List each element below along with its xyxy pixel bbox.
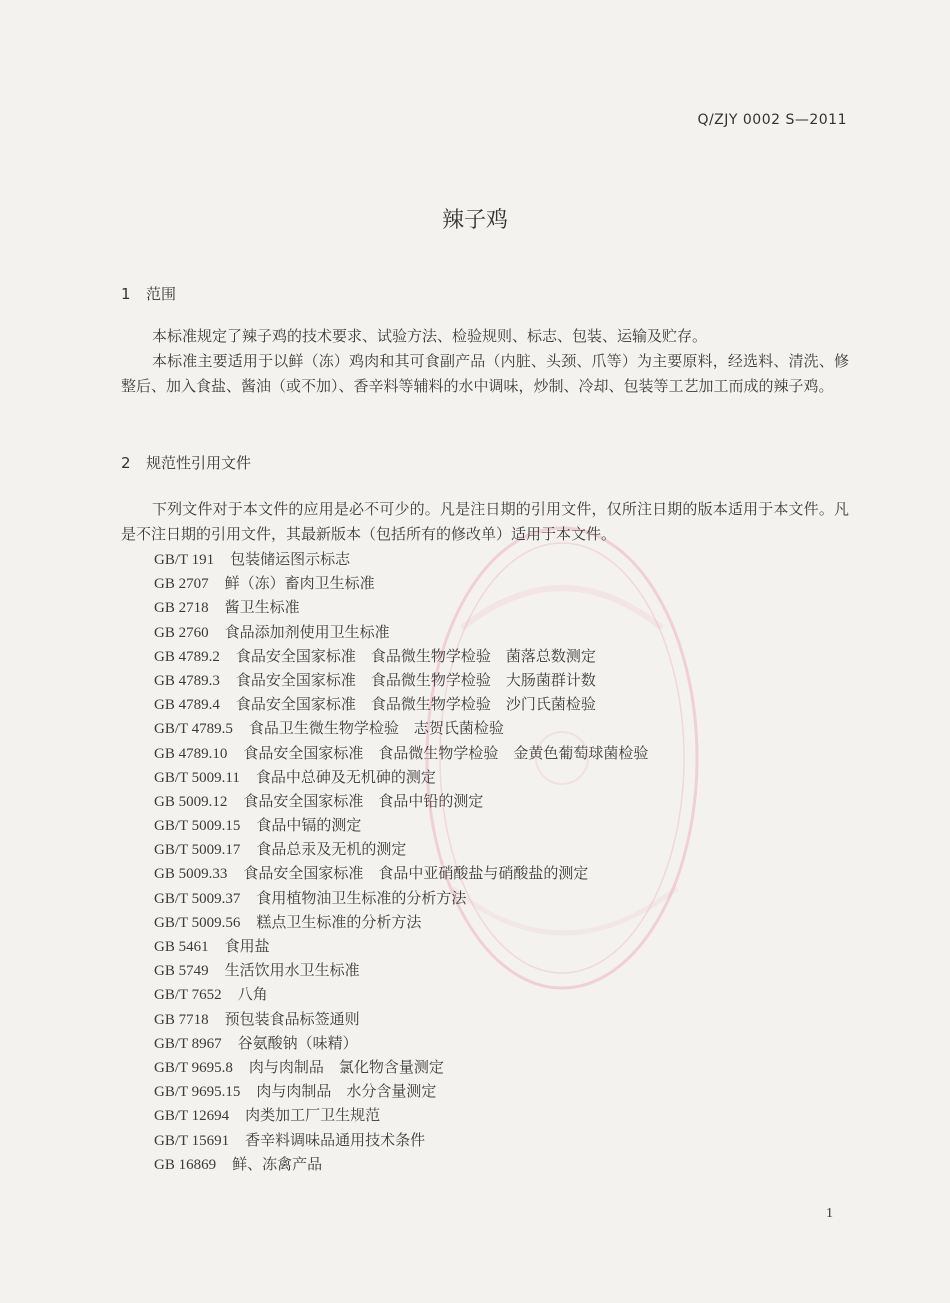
reference-code: GB 2718 [154, 600, 209, 617]
reference-item [154, 1031, 854, 1055]
reference-code: GB/T 7652 [154, 987, 222, 1004]
section-1-paragraph: 本标准主要适用于以鲜（冻）鸡肉和其可食副产品（内脏、头颈、爪等）为主要原料，经选料、清洗、修整后、加入食盐、酱油（或不加）、香辛料等辅料的水中调味，炒制、冷却、包装等工艺加工而成的辣子鸡。 [121, 352, 849, 395]
reference-title: 食品总汞及无机的测定 [256, 840, 407, 859]
reference-title: 八角 [237, 985, 268, 1004]
reference-item [154, 692, 854, 716]
reference-item [154, 958, 854, 982]
reference-title: 谷氨酸钠（味精） [237, 1033, 358, 1052]
reference-item [154, 934, 854, 958]
reference-code: GB/T 9695.15 [154, 1084, 241, 1101]
reference-title: 食品中镉的测定 [256, 816, 362, 835]
reference-title: 糕点卫生标准的分析方法 [256, 912, 422, 931]
reference-code: GB/T 5009.56 [154, 914, 241, 931]
reference-item [154, 547, 854, 571]
reference-item [154, 837, 854, 861]
reference-item [154, 620, 854, 644]
reference-title: 食品安全国家标准 食品中铅的测定 [243, 791, 484, 810]
section-1-paragraph: 本标准规定了辣子鸡的技术要求、试验方法、检验规则、标志、包装、运输及贮存。 [152, 327, 708, 345]
reference-title: 食品安全国家标准 食品微生物学检验 金黄色葡萄球菌检验 [243, 743, 649, 762]
reference-title: 生活饮用水卫生标准 [224, 961, 360, 980]
reference-code: GB 4789.4 [154, 697, 220, 714]
standard-code: Q/ZJY 0002 S—2011 [697, 112, 847, 128]
reference-title: 鲜、冻禽产品 [232, 1154, 323, 1173]
reference-title: 食品安全国家标准 食品微生物学检验 菌落总数测定 [235, 646, 596, 665]
reference-item [154, 1079, 854, 1103]
reference-item [154, 1152, 854, 1176]
reference-title: 肉与肉制品 氯化物含量测定 [248, 1057, 444, 1076]
reference-title: 肉类加工厂卫生规范 [245, 1106, 381, 1125]
section-title: 规范性引用文件 [146, 454, 252, 472]
reference-code: GB 4789.10 [154, 745, 228, 762]
reference-code: GB 4789.2 [154, 648, 220, 665]
reference-code: GB 7718 [154, 1011, 209, 1028]
reference-code: GB/T 15691 [154, 1132, 230, 1149]
reference-code: GB 16869 [154, 1156, 217, 1173]
reference-title: 鲜（冻）畜肉卫生标准 [224, 574, 375, 593]
reference-code: GB/T 5009.37 [154, 890, 241, 907]
reference-item [154, 886, 854, 910]
reference-code: GB 5009.33 [154, 866, 228, 883]
section-number: 1 [121, 285, 131, 303]
reference-title: 食品添加剂使用卫生标准 [224, 622, 390, 641]
reference-code: GB/T 5009.15 [154, 818, 241, 835]
reference-title: 食品卫生微生物学检验 志贺氏菌检验 [248, 719, 504, 738]
reference-code: GB 5749 [154, 963, 209, 980]
reference-item [154, 668, 854, 692]
reference-item [154, 910, 854, 934]
reference-code: GB/T 5009.11 [154, 769, 240, 786]
section-2-heading [121, 452, 251, 473]
reference-title: 预包装食品标签通则 [224, 1009, 360, 1028]
reference-code: GB 4789.3 [154, 672, 220, 689]
reference-code: GB/T 12694 [154, 1108, 230, 1125]
reference-code: GB/T 191 [154, 552, 215, 568]
reference-title: 香辛料调味品通用技术条件 [245, 1130, 426, 1149]
reference-item [154, 982, 854, 1006]
reference-code: GB 2760 [154, 624, 209, 641]
section-1-heading [121, 283, 176, 304]
section-2-paragraph: 下列文件对于本文件的应用是必不可少的。凡是注日期的引用文件，仅所注日期的版本适用于本文件。凡是不注日期的引用文件，其最新版本（包括所有的修改单）适用于本文件。 [121, 500, 849, 543]
reference-item [154, 1103, 854, 1127]
section-title: 范围 [146, 285, 177, 303]
reference-code: GB/T 4789.5 [154, 721, 233, 738]
reference-item [154, 1055, 854, 1079]
reference-item [154, 1128, 854, 1152]
reference-item [154, 861, 854, 885]
reference-item [154, 765, 854, 789]
reference-code: GB/T 8967 [154, 1035, 222, 1052]
reference-title: 肉与肉制品 水分含量测定 [256, 1082, 437, 1101]
reference-list [154, 547, 854, 1176]
reference-item [154, 789, 854, 813]
reference-code: GB 5461 [154, 939, 209, 955]
reference-item [154, 571, 854, 595]
reference-code: GB/T 5009.17 [154, 842, 241, 859]
reference-title: 包装储运图示标志 [230, 550, 351, 568]
reference-item [154, 716, 854, 740]
document-title: 辣子鸡 [441, 208, 508, 233]
reference-item [154, 741, 854, 765]
reference-title: 食品安全国家标准 食品中亚硝酸盐与硝酸盐的测定 [243, 864, 589, 883]
reference-item [154, 1007, 854, 1031]
reference-title: 酱卫生标准 [224, 598, 300, 617]
reference-code: GB 2707 [154, 576, 209, 593]
reference-item [154, 644, 854, 668]
reference-item [154, 813, 854, 837]
reference-title: 食品中总砷及无机砷的测定 [255, 767, 436, 786]
page-number: 1 [826, 1206, 833, 1221]
reference-title: 食品安全国家标准 食品微生物学检验 沙门氏菌检验 [235, 695, 596, 714]
reference-title: 食用盐 [224, 937, 270, 955]
reference-code: GB/T 9695.8 [154, 1059, 233, 1076]
reference-item [154, 595, 854, 619]
reference-title: 食品安全国家标准 食品微生物学检验 大肠菌群计数 [235, 670, 596, 689]
section-number: 2 [121, 454, 131, 472]
reference-code: GB 5009.12 [154, 793, 228, 810]
reference-title: 食用植物油卫生标准的分析方法 [256, 888, 467, 907]
